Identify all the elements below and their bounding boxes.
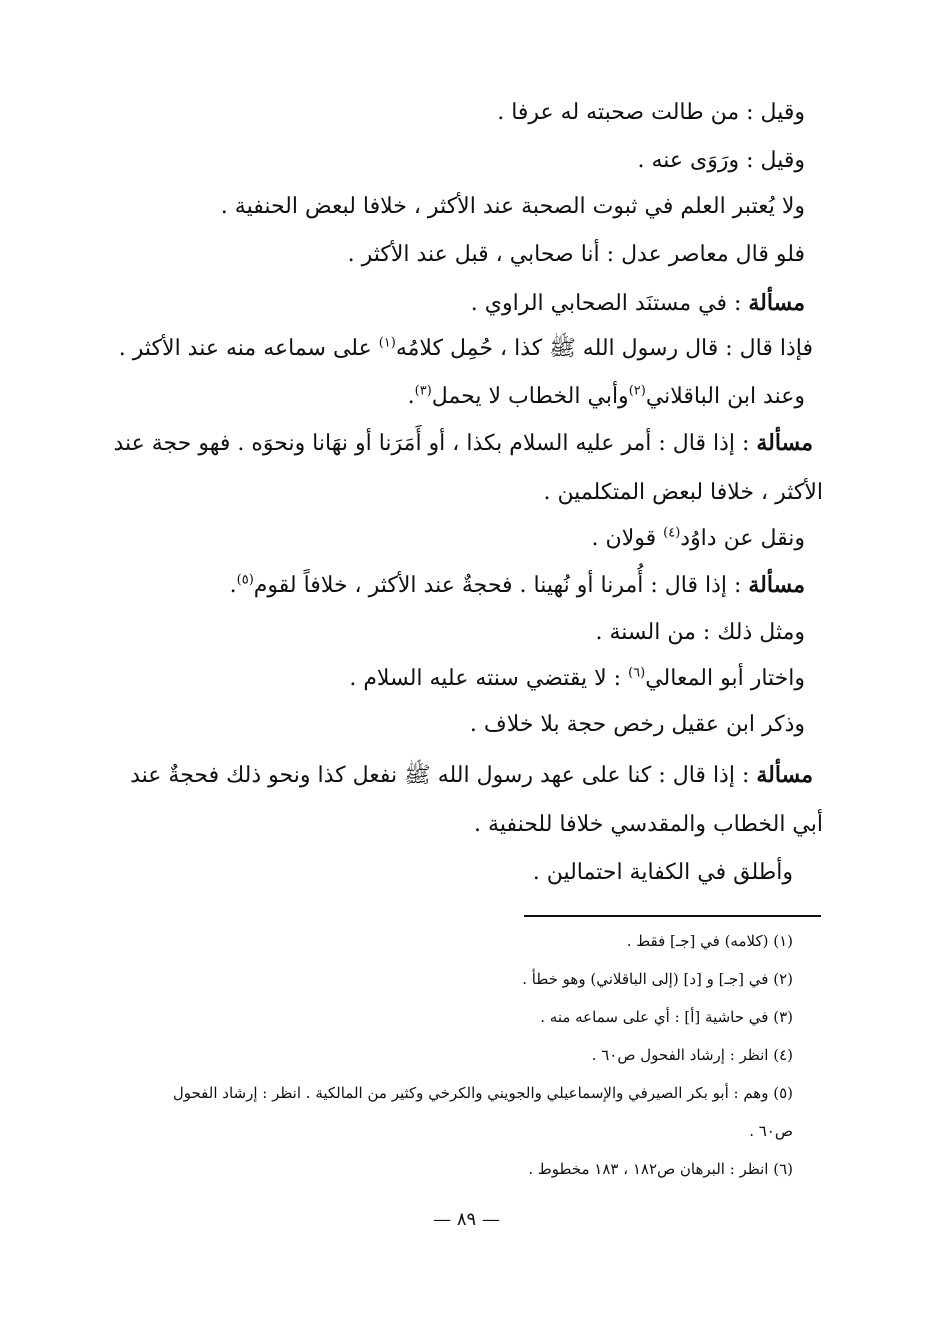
line-text-pre: وعند ابن الباقلاني — [645, 384, 805, 409]
text-line-17: وأطلق في الكفاية احتمالين . — [532, 860, 793, 885]
text-line-1: وقيل : من طالت صحبته له عرفا . — [497, 100, 805, 125]
line-text-post: . — [229, 573, 237, 598]
footnote-marker-3: (٣) — [414, 383, 432, 399]
text-line-4: فلو قال معاصر عدل : أنا صحابي ، قبل عند الأكثر . — [347, 242, 805, 267]
text-line-7 — [408, 382, 805, 412]
footnote-3: (٣) في حاشية [أ] : أي على سماعه منه . — [540, 1008, 793, 1026]
footnote-6: (٦) انظر : البرهان ص١٨٢ ، ١٨٣ مخطوط . — [528, 1160, 793, 1178]
issue-text: : في مستنَد الصحابي الراوي . — [470, 291, 749, 316]
issue-label: مسألة — [748, 572, 805, 598]
text-line-10 — [592, 524, 805, 554]
footnote-marker-4: (٤) — [663, 525, 681, 541]
footnote-separator — [524, 915, 821, 917]
text-line-15 — [130, 760, 813, 791]
footnote-2: (٢) في [جـ] و [د] (إلى الباقلاني) وهو خطأ . — [522, 970, 793, 988]
footnote-marker-1: (١) — [378, 335, 396, 351]
text-line-16: أبي الخطاب والمقدسي خلافا للحنفية . — [474, 812, 823, 837]
footnote-5: (٥) وهم : أبو بكر الصيرفي والإسماعيلي والجويني والكرخي وكثير من المالكية . انظر : إرشاد الفحول — [172, 1084, 793, 1102]
text-line-11 — [230, 570, 805, 601]
text-line-8 — [113, 428, 813, 459]
line-text-pre: فإذا قال : قال رسول الله ﷺ كذا ، حُمِل كلامُه — [395, 336, 813, 361]
footnote-5-continued: ص٦٠ . — [749, 1122, 793, 1140]
issue-label: مسألة — [756, 762, 813, 788]
issue-text: : إذا قال : كنا على عهد رسول الله ﷺ نفعل كذا ونحو ذلك فحجةٌ عند — [130, 763, 757, 788]
footnote-marker-6: (٦) — [628, 665, 646, 681]
footnote-4: (٤) انظر : إرشاد الفحول ص٦٠ . — [591, 1046, 793, 1064]
text-line-12: ومثل ذلك : من السنة . — [595, 620, 805, 645]
line-text-post: قولان . — [591, 526, 664, 551]
line-text-post: . — [407, 384, 415, 409]
text-line-14: وذكر ابن عقيل رخص حجة بلا خلاف . — [469, 712, 805, 737]
issue-text: : إذا قال : أمر عليه السلام بكذا ، أو أَمَرَنا أو نهَانا ونحوَه . فهو حجة عند — [113, 431, 757, 456]
text-line-2: وقيل : ورَوَى عنه . — [637, 148, 805, 173]
text-line-13 — [349, 664, 805, 694]
text-line-3: ولا يُعتبر العلم في ثبوت الصحبة عند الأكثر ، خلافا لبعض الحنفية . — [220, 194, 805, 219]
issue-label: مسألة — [748, 290, 805, 316]
text-line-9: الأكثر ، خلافا لبعض المتكلمين . — [543, 480, 823, 505]
line-text-pre: واختار أبو المعالي — [645, 666, 805, 691]
line-text-post: على سماعه منه عند الأكثر . — [118, 336, 379, 361]
line-text-post: : لا يقتضي سنته عليه السلام . — [349, 666, 629, 691]
page-number: — ٨٩ — — [433, 1209, 500, 1230]
footnote-marker-5: (٥) — [236, 572, 254, 588]
line-text-pre: ونقل عن داوُد — [680, 526, 805, 551]
issue-label: مسألة — [756, 430, 813, 456]
text-line-6 — [119, 334, 813, 364]
text-line-5 — [471, 288, 805, 319]
line-text-mid: وأبي الخطاب لا يحمل — [431, 384, 629, 409]
footnote-marker-2: (٢) — [628, 383, 646, 399]
line-text-pre: : إذا قال : أُمرنا أو نُهينا . فحجةٌ عند الأكثر ، خلافاً لقوم — [253, 573, 749, 598]
footnote-1: (١) (كلامه) في [جـ] فقط . — [626, 932, 793, 950]
